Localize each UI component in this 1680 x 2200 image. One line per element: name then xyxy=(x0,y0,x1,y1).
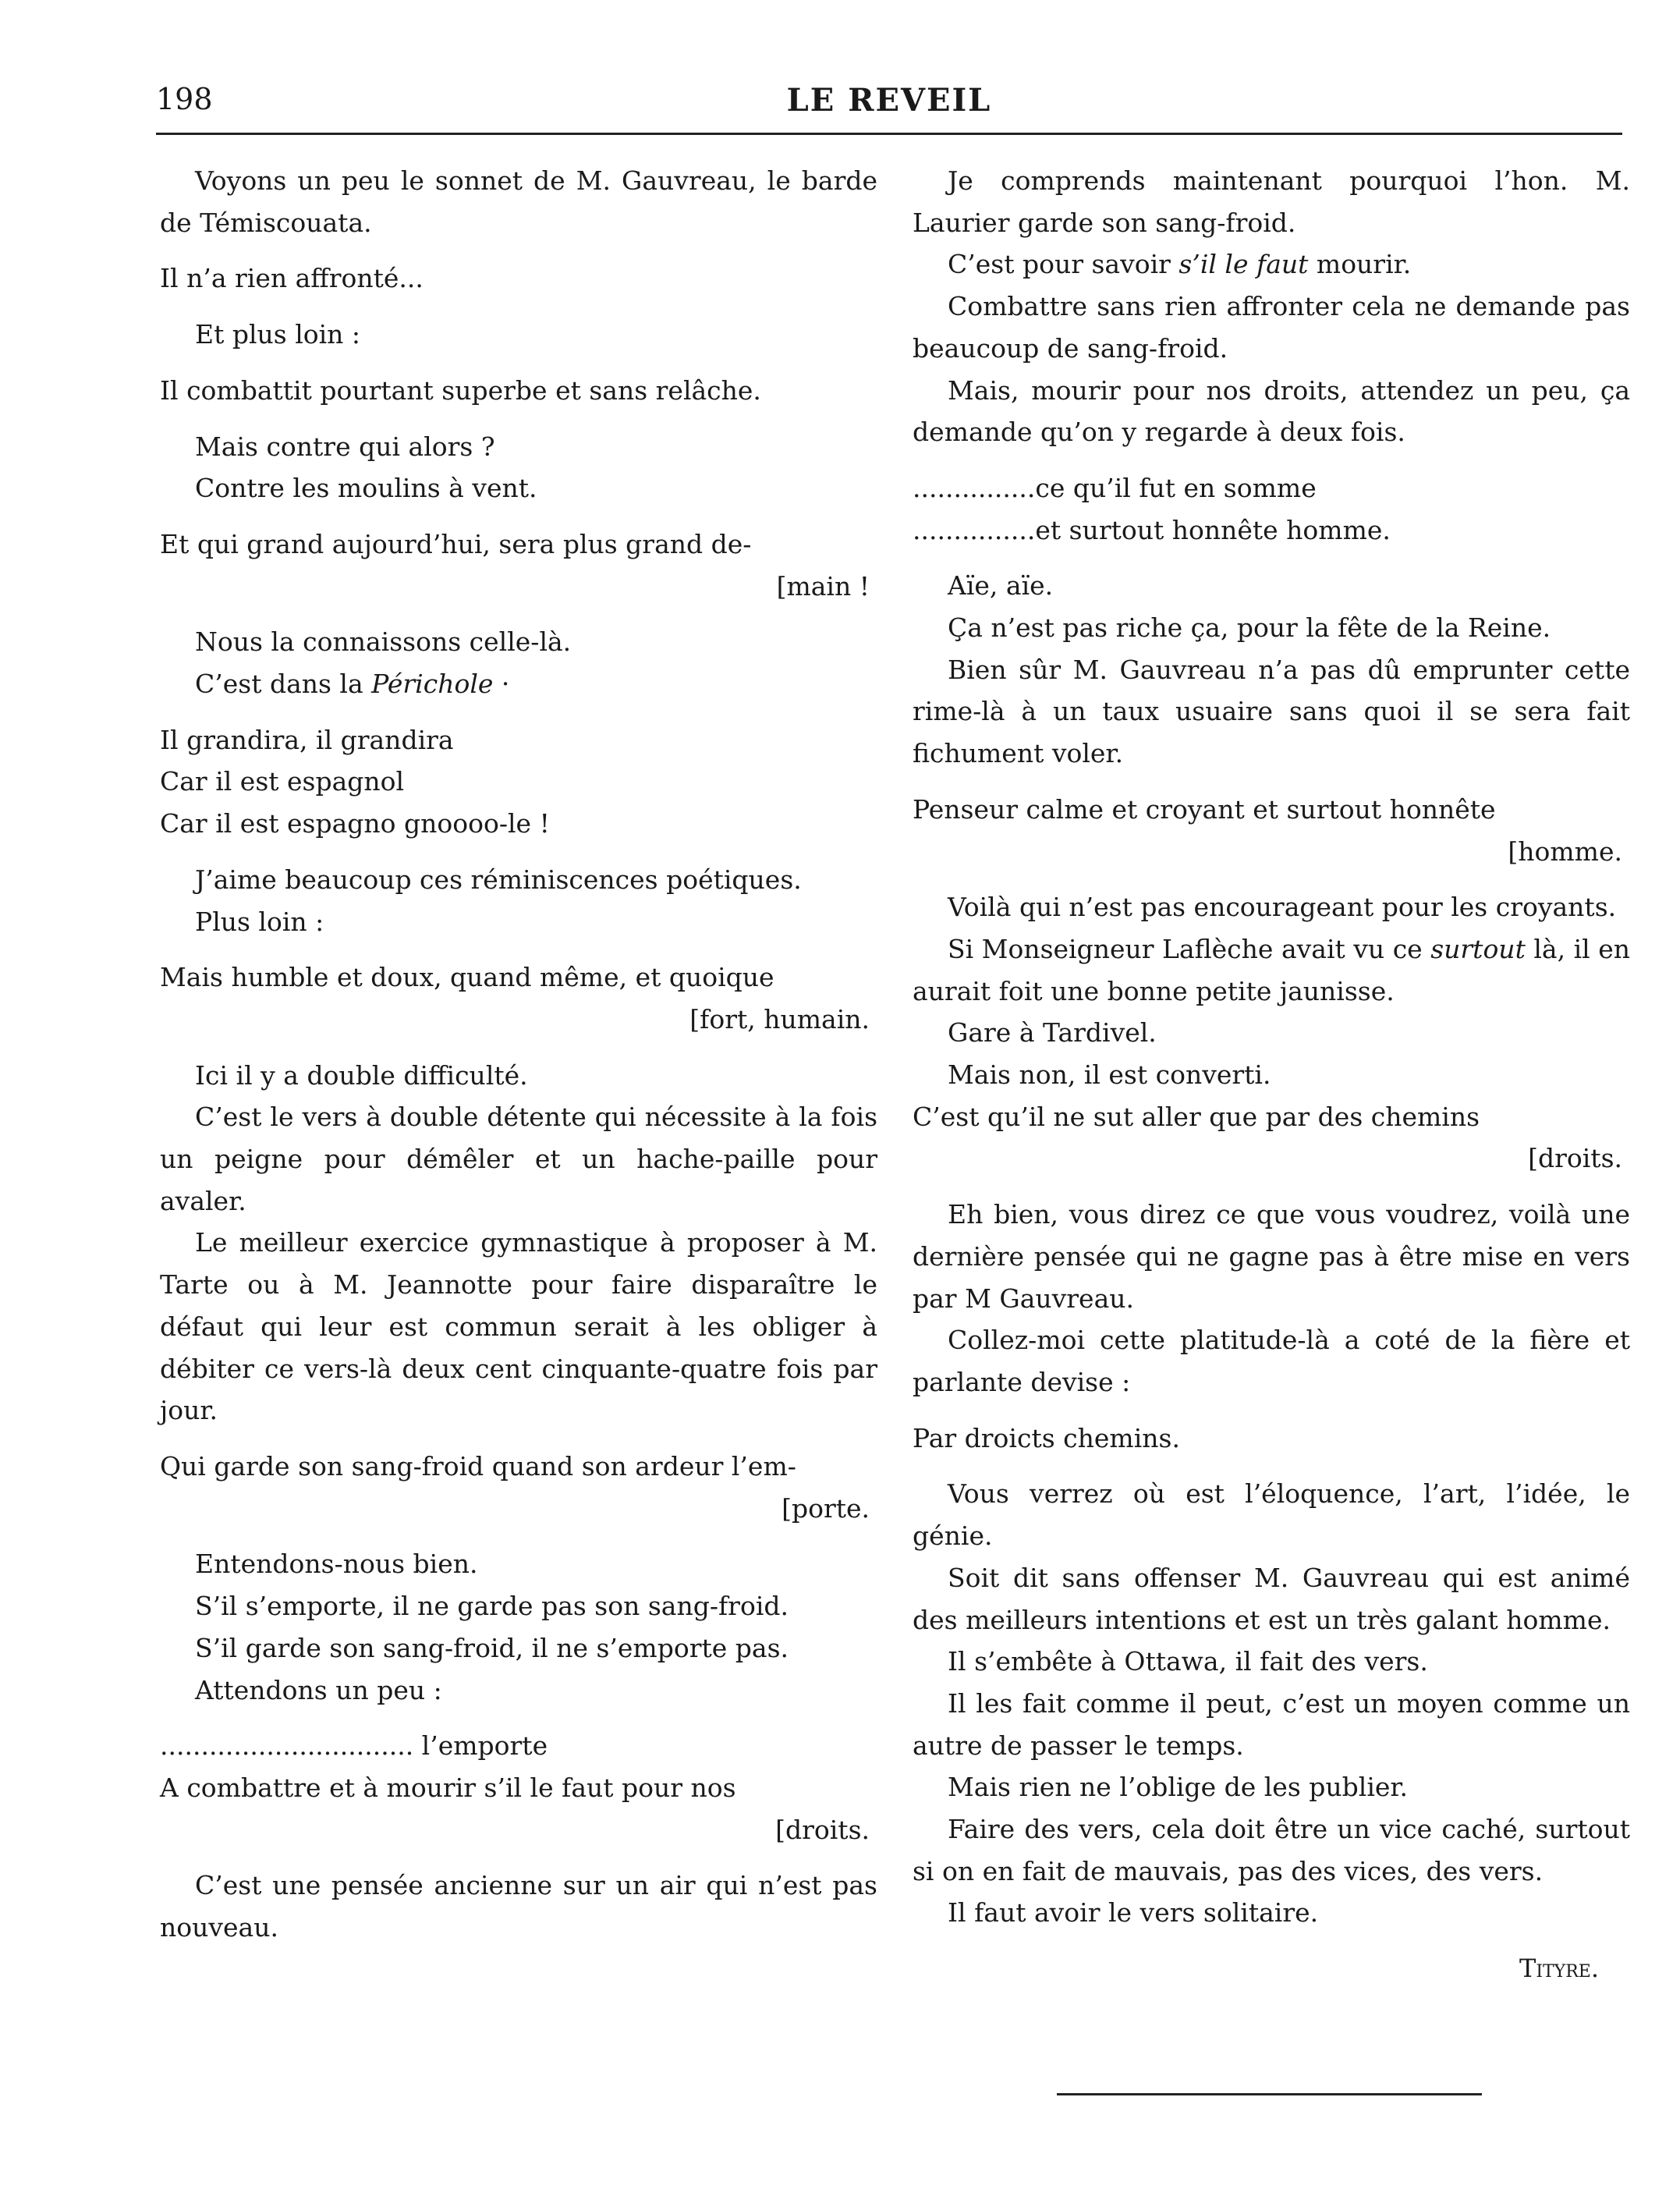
end-rule xyxy=(1057,2093,1482,2095)
italic-phrase: s’il le faut xyxy=(1178,249,1309,280)
header-rule xyxy=(156,133,1622,135)
paragraph: Attendons un peu : xyxy=(195,1674,442,1705)
paragraph: Ça n’est pas riche ça, pour la fête de la Reine. xyxy=(948,612,1551,644)
verse-line: ............................... l’emporte xyxy=(160,1730,548,1762)
verse-continuation: [droits. xyxy=(775,1814,870,1845)
paragraph: C’est dans la Périchole · xyxy=(195,669,510,700)
paragraph: Eh bien, vous direz ce que vous voudrez, voilà une dernière pensée qui ne gagne pas à être mise en vers par M Gauvreau. xyxy=(913,1199,1630,1314)
verse-line: Mais humble et doux, quand même, et quoique xyxy=(160,962,774,993)
author-signature: Tityre. xyxy=(1519,1953,1599,1984)
paragraph: Il les fait comme il peut, c’est un moyen comme un autre de passer le temps. xyxy=(913,1687,1630,1761)
paragraph: Mais non, il est converti. xyxy=(948,1059,1271,1091)
verse-continuation: [droits. xyxy=(1528,1143,1622,1174)
paragraph: Ici il y a double difficulté. xyxy=(195,1059,528,1091)
paragraph: S’il garde son sang-froid, il ne s’emporte pas. xyxy=(195,1632,789,1663)
verse-line: ...............et surtout honnête homme. xyxy=(913,514,1391,545)
paragraph: S’il s’emporte, il ne garde pas son sang-froid. xyxy=(195,1591,789,1622)
paragraph: Nous la connaissons celle-là. xyxy=(195,626,572,658)
paragraph: C’est une pensée ancienne sur un air qui n’est pas nouveau. xyxy=(160,1870,877,1943)
verse-line: Il grandira, il grandira xyxy=(160,724,454,755)
paragraph: Bien sûr M. Gauvreau n’a pas dû emprunter cette rime-là à un taux usuaire sans quoi il se sera fait fichument voler. xyxy=(913,654,1630,769)
verse-continuation: [main ! xyxy=(776,570,870,601)
paragraph: C’est le vers à double détente qui nécessite à la fois un peigne pour démêler et un hache-paille pour avaler. xyxy=(160,1102,877,1216)
italic-word: surtout xyxy=(1430,933,1526,964)
paragraph: Je comprends maintenant pourquoi l’hon. M. Laurier garde son sang-froid. xyxy=(913,165,1630,238)
paragraph: Vous verrez où est l’éloquence, l’art, l’idée, le génie. xyxy=(913,1478,1630,1552)
paragraph: Soit dit sans offenser M. Gauvreau qui est animé des meilleurs intentions et est un très galant homme. xyxy=(913,1562,1630,1635)
paragraph: Et plus loin : xyxy=(195,319,361,350)
paragraph: Collez-moi cette platitude-là a coté de la fière et parlante devise : xyxy=(913,1325,1630,1397)
italic-title: Périchole xyxy=(371,669,494,700)
paragraph: Gare à Tardivel. xyxy=(948,1017,1157,1049)
verse-line: C’est qu’il ne sut aller que par des chemins xyxy=(913,1101,1480,1132)
paragraph: Faire des vers, cela doit être un vice caché, surtout si on en fait de mauvais, pas des vices, des vers. xyxy=(913,1814,1630,1886)
paragraph: Voyons un peu le sonnet de M. Gauvreau, le barde de Témiscouata. xyxy=(160,165,877,238)
paragraph: Si Monseigneur Laflèche avait vu ce surtout là, il en aurait foit une bonne petite jaunisse. xyxy=(913,933,1630,1006)
running-title: LE REVEIL xyxy=(786,82,992,119)
verse-line: Qui garde son sang-froid quand son ardeur l’em- xyxy=(160,1450,796,1481)
paragraph: Il faut avoir le vers solitaire. xyxy=(948,1897,1319,1929)
verse-continuation: [homme. xyxy=(1508,836,1622,867)
verse-line: Il n’a rien affronté... xyxy=(160,263,424,294)
verse-line: Penseur calme et croyant et surtout honnête xyxy=(913,793,1496,825)
verse-line: ...............ce qu’il fut en somme xyxy=(913,472,1317,503)
paragraph: C’est pour savoir s’il le faut mourir. xyxy=(948,249,1412,280)
paragraph: Aïe, aïe. xyxy=(948,570,1054,601)
verse-line: Car il est espagnol xyxy=(160,766,405,797)
paragraph: Il s’embête à Ottawa, il fait des vers. xyxy=(948,1646,1428,1677)
paragraph: Combattre sans rien affronter cela ne demande pas beaucoup de sang-froid. xyxy=(913,291,1630,364)
paragraph: Le meilleur exercice gymnastique à proposer à M. Tarte ou à M. Jeannotte pour faire disparaître le défaut qui leur est commun serait à les obliger à débiter ce vers-là deux cent cinquante-quatre fois par jour. xyxy=(160,1227,877,1426)
paragraph: J’aime beaucoup ces réminiscences poétiques. xyxy=(195,864,802,895)
verse-continuation: [fort, humain. xyxy=(689,1003,870,1034)
paragraph: Mais rien ne l’oblige de les publier. xyxy=(948,1772,1409,1803)
verse-line: Et qui grand aujourd’hui, sera plus grand de- xyxy=(160,528,752,559)
verse-continuation: [porte. xyxy=(782,1492,870,1524)
right-column xyxy=(913,160,1630,1990)
paragraph: Entendons-nous bien. xyxy=(195,1549,478,1580)
page-number: 198 xyxy=(156,82,213,116)
verse-line: Car il est espagno gnoooo-le ! xyxy=(160,808,550,839)
left-column xyxy=(160,160,877,1949)
paragraph: Voilà qui n’est pas encourageant pour les croyants. xyxy=(948,892,1617,923)
page-header xyxy=(156,82,1622,129)
verse-line: Il combattit pourtant superbe et sans relâche. xyxy=(160,374,761,406)
paragraph: Mais contre qui alors ? xyxy=(195,431,495,462)
verse-line: Par droicts chemins. xyxy=(913,1422,1180,1453)
paragraph: Plus loin : xyxy=(195,906,324,937)
paragraph: Contre les moulins à vent. xyxy=(195,473,537,504)
verse-line: A combattre et à mourir s’il le faut pour nos xyxy=(160,1772,736,1803)
paragraph: Mais, mourir pour nos droits, attendez un peu, ça demande qu’on y regarde à deux fois. xyxy=(913,374,1630,448)
